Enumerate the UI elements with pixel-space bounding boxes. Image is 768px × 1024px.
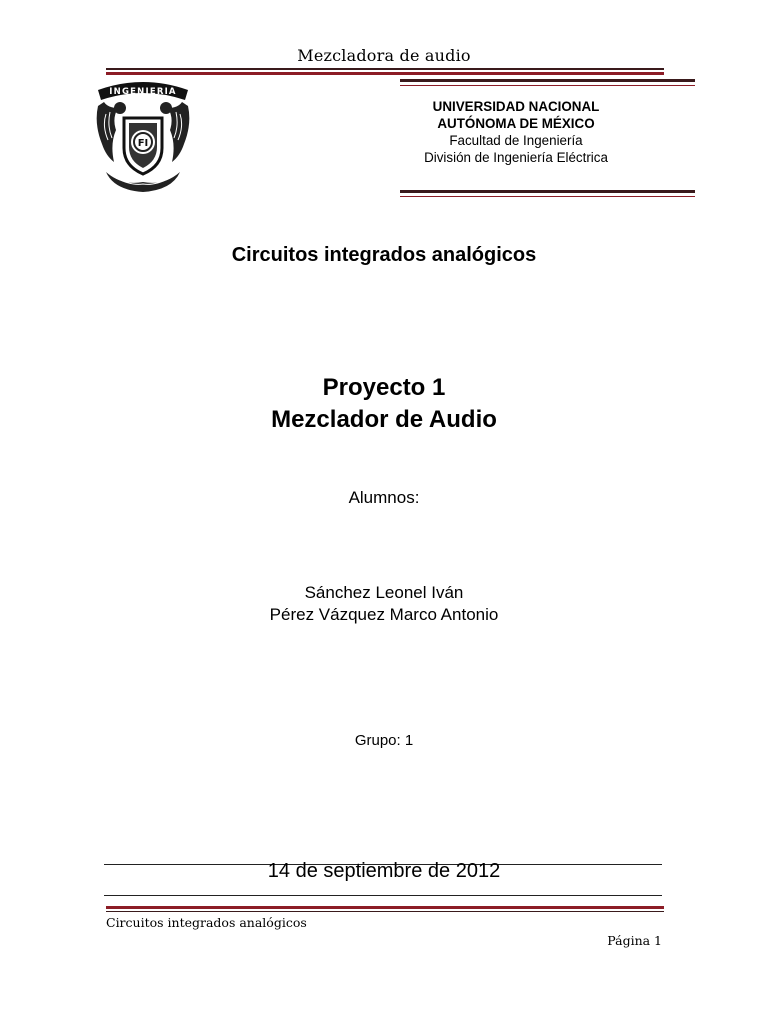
running-header-title: Mezcladora de audio xyxy=(297,46,471,65)
institution-line-1: UNIVERSIDAD NACIONAL xyxy=(432,99,600,114)
footer-course-name: Circuitos integrados analógicos xyxy=(106,915,307,930)
institution-block xyxy=(400,98,632,166)
inst-bottom-rule-thick xyxy=(400,190,695,193)
institution-line-2: AUTÓNOMA DE MÉXICO xyxy=(437,116,595,131)
group-label: Grupo: 1 xyxy=(354,732,414,749)
course-title: Circuitos integrados analógicos xyxy=(231,244,537,266)
svg-text:FI: FI xyxy=(137,138,149,149)
footer-rule-red xyxy=(106,906,664,909)
students-list xyxy=(0,582,768,626)
footer-rule-dark xyxy=(106,911,664,912)
date-bottom-rule xyxy=(104,895,662,896)
project-title xyxy=(0,372,768,436)
faculty-seal-logo xyxy=(92,74,194,194)
project-title-line-2: Mezclador de Audio xyxy=(271,406,497,433)
institution-division: División de Ingeniería Eléctrica xyxy=(424,150,608,165)
inst-top-rule-thin xyxy=(400,85,695,86)
header-rule-dark xyxy=(106,68,664,70)
svg-text:INGENIERIA: INGENIERIA xyxy=(109,87,177,97)
students-label: Alumnos: xyxy=(348,488,420,507)
footer-page-number: Página 1 xyxy=(607,933,662,948)
inst-bottom-rule-thin xyxy=(400,196,695,197)
project-title-line-1: Proyecto 1 xyxy=(322,374,446,401)
student-name: Pérez Vázquez Marco Antonio xyxy=(269,605,499,624)
inst-top-rule-thick xyxy=(400,79,695,82)
institution-faculty: Facultad de Ingeniería xyxy=(449,133,583,148)
student-name: Sánchez Leonel Iván xyxy=(304,583,464,602)
date-text: 14 de septiembre de 2012 xyxy=(267,860,501,882)
